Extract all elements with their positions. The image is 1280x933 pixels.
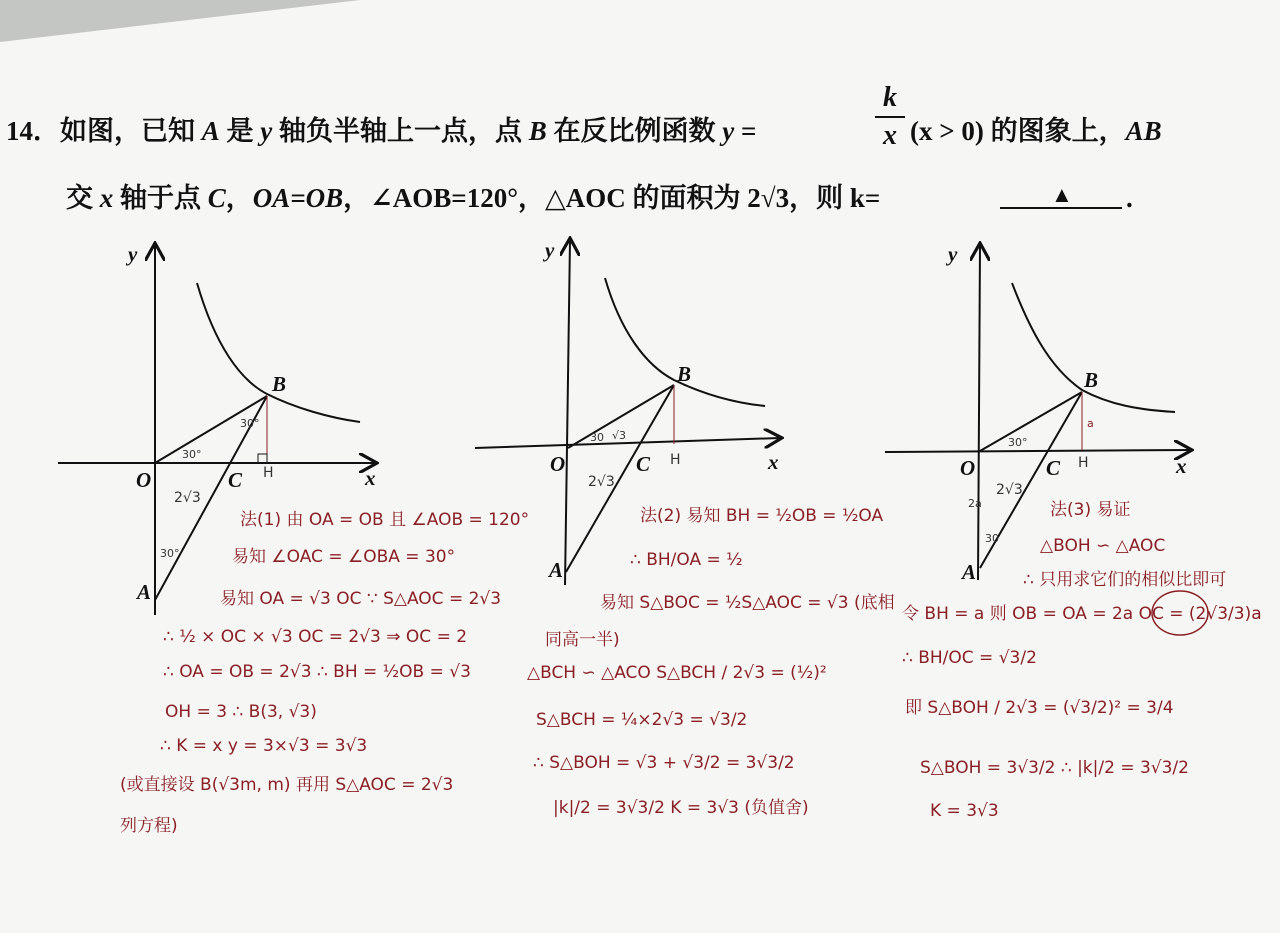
method3-line2: △BOH ∽ △AOC (1040, 536, 1166, 556)
fig1-right-angle-mark (258, 454, 267, 463)
fig1-label-y: y (128, 242, 138, 266)
fig1-label-O: O (136, 468, 152, 492)
fig3-label-A: A (962, 560, 977, 584)
method1-line4: ∴ ½ × OC × √3 OC = 2√3 ⇒ OC = 2 (163, 627, 468, 647)
fig3-label-C: C (1046, 456, 1061, 480)
method3-line1: 法(3) 易证 (1050, 500, 1131, 520)
fig3-label-x: x (1176, 454, 1187, 478)
fig2-label-2root3: 2√3 (588, 474, 615, 490)
k-over-x-fraction: k x (875, 82, 905, 152)
method2-line2: ∴ BH/OA = ½ (630, 550, 743, 570)
method1-line9: 列方程) (120, 816, 178, 836)
fig2-label-x: x (768, 450, 779, 474)
fig2-segment-AB (566, 385, 674, 572)
method2-line7: ∴ S△BOH = √3 + √3/2 = 3√3/2 (533, 753, 795, 773)
method3-line5: ∴ BH/OC = √3/2 (902, 648, 1037, 668)
fig3-x-axis (885, 450, 1190, 452)
fig2-label-A: A (549, 558, 564, 582)
fig2-label-O: O (550, 452, 566, 476)
method1-line2: 易知 ∠OAC = ∠OBA = 30° (232, 547, 456, 567)
fig3-hyperbola (1012, 283, 1175, 412)
fig2-label-y: y (545, 238, 555, 262)
fig2-label-H: H (670, 452, 681, 468)
method2-line8: |k|/2 = 3√3/2 K = 3√3 (负值舍) (553, 798, 809, 818)
fig2-x-axis (475, 438, 780, 448)
fig2-y-axis (565, 240, 570, 585)
fig3-label-a: a (1087, 417, 1094, 430)
question-line-1-end: (x > 0) 的图象上，AB (910, 116, 1162, 146)
fig3-y-axis (978, 245, 980, 580)
question-line-2: 交 x 轴于点 C，OA=OB，∠AOB=120°，△AOC 的面积为 2√3，则 k= (66, 183, 881, 213)
question-period: . (1126, 183, 1133, 213)
fig1-label-A: A (137, 580, 152, 604)
method3-line6: 即 S△BOH / 2√3 = (√3/2)² = 3/4 (905, 698, 1174, 718)
fig2-hyperbola (605, 278, 765, 406)
method3-line8: K = 3√3 (930, 801, 999, 821)
fig1-label-H: H (263, 465, 274, 481)
fig1-label-C: C (228, 468, 243, 492)
fig3-segment-OB (980, 392, 1082, 451)
method1-line1: 法(1) 由 OA = OB 且 ∠AOB = 120° (240, 510, 530, 530)
method2-line3: 易知 S△BOC = ½S△AOC = √3 (底相 (600, 593, 895, 613)
fig3-label-H: H (1078, 455, 1089, 471)
fig1-label-30-b: 30° (240, 417, 260, 430)
fig3-label-30-a: 30 (985, 532, 999, 545)
method2-line6: S△BCH = ¼×2√3 = √3/2 (536, 710, 748, 730)
method3-line7: S△BOH = 3√3/2 ∴ |k|/2 = 3√3/2 (920, 758, 1189, 778)
fig1-label-B: B (272, 372, 287, 396)
method1-line3: 易知 OA = √3 OC ∵ S△AOC = 2√3 (220, 589, 502, 609)
method3-line3: ∴ 只用求它们的相似比即可 (1023, 570, 1227, 590)
fig1-label-x: x (365, 466, 376, 490)
method1-line8: (或直接设 B(√3m, m) 再用 S△AOC = 2√3 (120, 775, 454, 795)
figure-3 (885, 242, 1190, 580)
method2-line5: △BCH ∽ △ACO S△BCH / 2√3 = (½)² (527, 663, 827, 683)
answer-placeholder-triangle: ▲ (1051, 182, 1073, 207)
fig2-label-root3: √3 (612, 429, 627, 442)
fig3-label-2root3: 2√3 (996, 482, 1023, 498)
fig1-hyperbola (197, 283, 360, 422)
fig1-label-30-o: 30° (182, 448, 202, 461)
fig1-label-30-a: 30° (160, 547, 180, 560)
fig2-label-C: C (636, 452, 651, 476)
question-line-1: 14．如图，已知 A 是 y 轴负半轴上一点，点 B 在反比例函数 y = (6, 116, 757, 146)
method1-line7: ∴ K = x y = 3×√3 = 3√3 (160, 736, 368, 756)
fig3-label-2a: 2a (968, 497, 982, 510)
method1-line5: ∴ OA = OB = 2√3 ∴ BH = ½OB = √3 (163, 662, 471, 682)
method3-line4: 令 BH = a 则 OB = OA = 2a OC = (2√3/3)a (902, 604, 1262, 624)
fig3-label-y: y (948, 242, 958, 266)
fig2-label-B: B (677, 362, 692, 386)
method2-line1: 法(2) 易知 BH = ½OB = ½OA (640, 506, 884, 526)
fig1-label-2root3: 2√3 (174, 490, 201, 506)
method2-line4: 同高一半) (545, 630, 620, 650)
fig2-label-30: 30 (590, 431, 604, 444)
fig3-label-O: O (960, 456, 976, 480)
fig3-label-B: B (1084, 368, 1099, 392)
method1-line6: OH = 3 ∴ B(3, √3) (165, 702, 317, 722)
fig3-label-30-o: 30° (1008, 436, 1028, 449)
figure-2 (475, 240, 780, 585)
